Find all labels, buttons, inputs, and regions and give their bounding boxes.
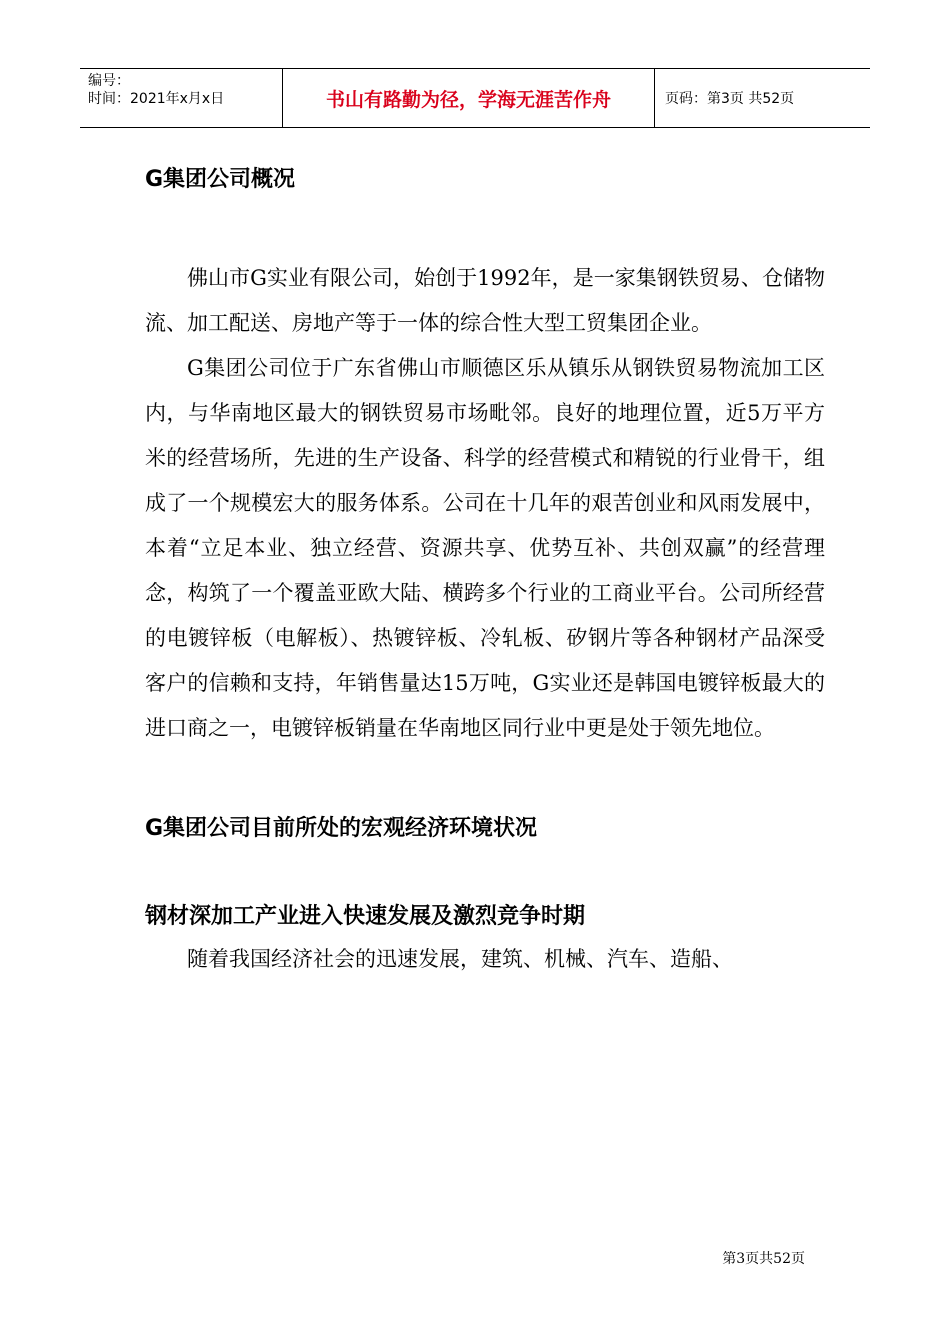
header-meta xyxy=(80,69,282,127)
number-label: 编号： xyxy=(88,73,130,89)
header-motto: 书山有路勤为径，学海无涯苦作舟 xyxy=(282,69,655,127)
header-page-info: 页码：第3页 共52页 xyxy=(665,91,795,107)
paragraph-intro: 佛山市G实业有限公司，始创于1992年，是一家集钢铁贸易、仓储物流、加工配送、房地产等于一体的综合性大型工贸集团企业。 xyxy=(145,266,825,335)
section-title-macro-environment: G集团公司目前所处的宏观经济环境状况 xyxy=(145,816,538,841)
page-footer: 第3页共52页 xyxy=(722,1251,805,1267)
paragraph-development: 随着我国经济社会的迅速发展，建筑、机械、汽车、造船、 xyxy=(187,947,733,971)
section-title-steel-processing: 钢材深加工产业进入快速发展及激烈竞争时期 xyxy=(145,904,586,929)
date-label: 时间：2021年x月x日 xyxy=(88,91,225,107)
paragraph-location: G集团公司位于广东省佛山市顺德区乐从镇乐从钢铁贸易物流加工区内，与华南地区最大的钢铁贸易市场毗邻。良好的地理位置，近5万平方米的经营场所，先进的生产设备、科学的经营模式和精锐的行业骨干，组成了一个规模宏大的服务体系。公司在十几年的艰苦创业和风雨发展中，本着“立足本业、独立经营、资源共享、优势互补、共创双赢”的经营理念，构筑了一个覆盖亚欧大陆、横跨多个行业的工商业平台。公司所经营的电镀锌板（电解板）、热镀锌板、冷轧板、矽钢片等各种钢材产品深受客户的信赖和支持，年销售量达15万吨，G实业还是韩国电镀锌板最大的进口商之一，电镀锌板销量在华南地区同行业中更是处于领先地位。 xyxy=(145,356,825,740)
page-header xyxy=(80,68,870,128)
document-body xyxy=(145,160,825,982)
section-title-overview: G集团公司概况 xyxy=(145,167,296,192)
